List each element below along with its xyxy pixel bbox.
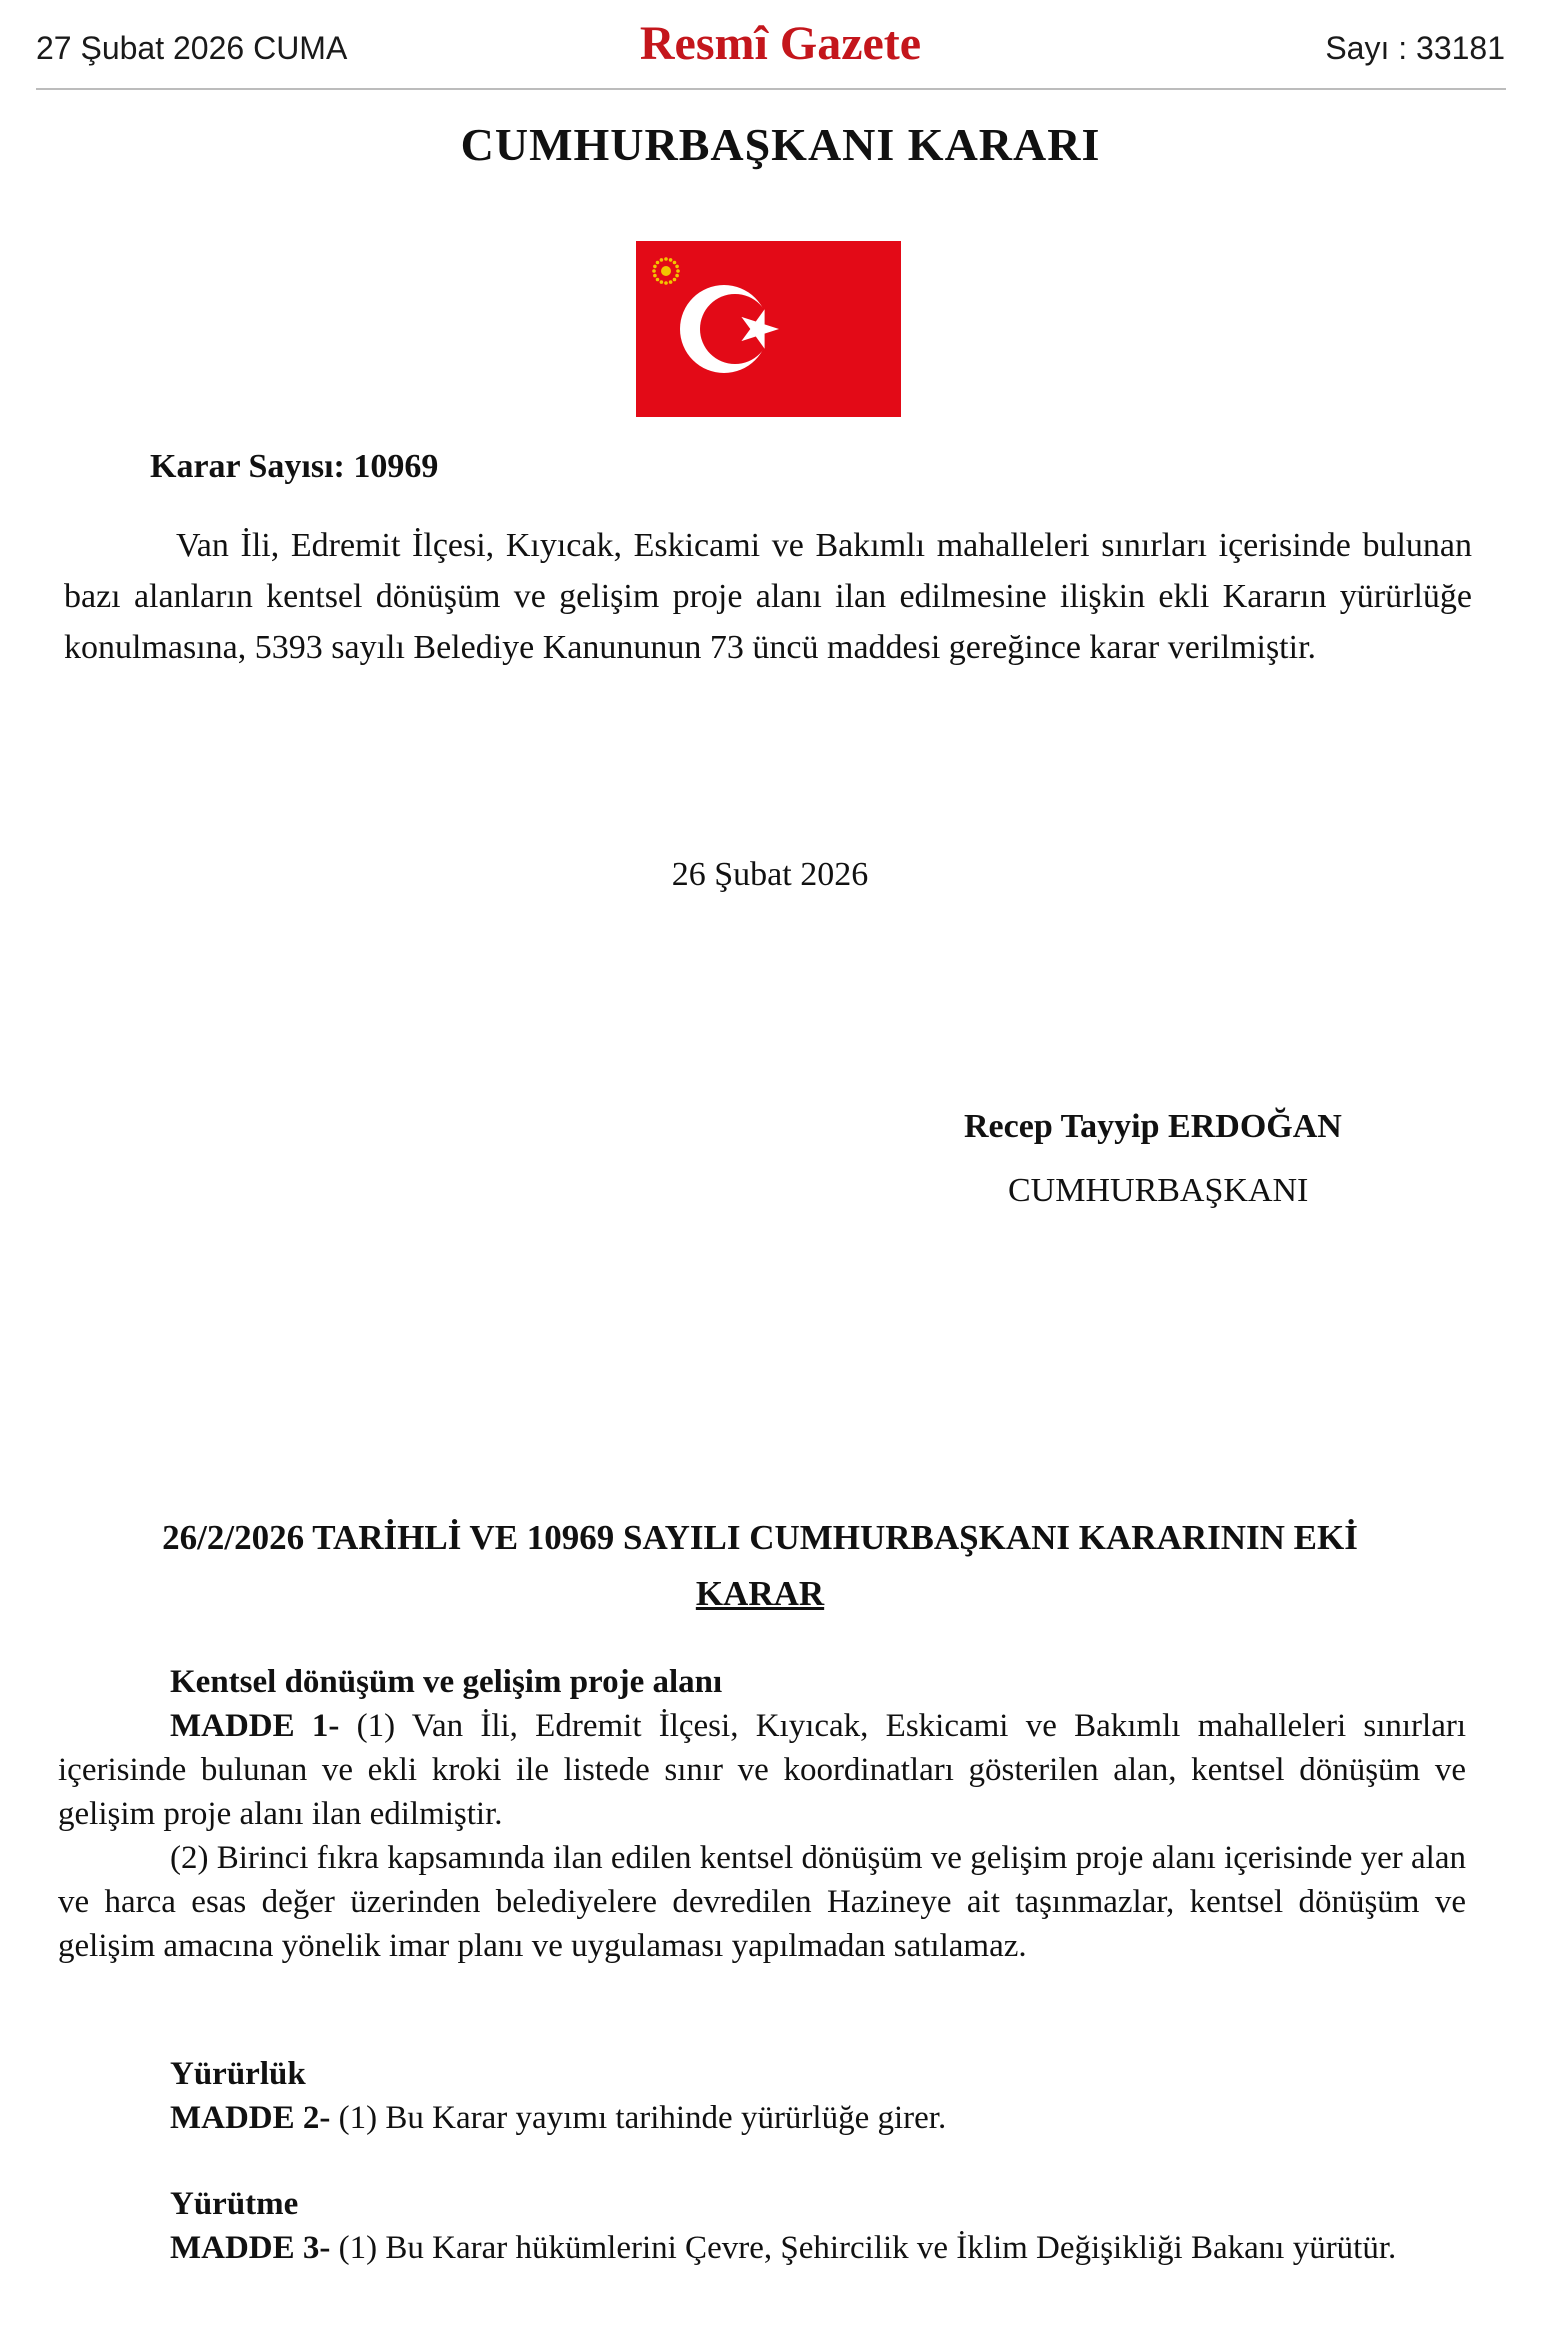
annex-heading-line2: KARAR bbox=[695, 1574, 825, 1613]
signer-title: CUMHURBAŞKANI bbox=[1008, 1172, 1309, 1209]
article-paragraph bbox=[58, 1704, 1466, 1836]
article-label: MADDE 2- bbox=[170, 2100, 331, 2136]
preamble-text: Van İli, Edremit İlçesi, Kıyıcak, Eskicami ve Bakımlı mahalleleri sınırları içerisinde bulunan bazı alanların kentsel dönüşüm ve gelişim proje alanı ilan edilmesine ilişkin ekli Kararın yürürlüğe konulmasına, 5393 sayılı Belediye Kanununun 73 üncü maddesi gereğince karar verilmiştir. bbox=[64, 527, 1472, 666]
gazette-issue-number: Sayı : 33181 bbox=[1325, 30, 1505, 66]
paragraph-text: (2) Birinci fıkra kapsamında ilan edilen kentsel dönüşüm ve gelişim proje alanı içerisinde yer alan ve harca esas değer üzerinden belediyelere devredilen Hazineye ait taşınmazlar, kentsel dönüşüm ve gelişim amacına yönelik imar planı ve uygulaması yapılmadan satılamaz. bbox=[58, 1840, 1466, 1964]
turkish-flag-icon bbox=[636, 241, 901, 417]
signer-name: Recep Tayyip ERDOĞAN bbox=[964, 1108, 1342, 1145]
article-3 bbox=[58, 2182, 1466, 2270]
article-paragraph bbox=[58, 2096, 1466, 2140]
header-divider bbox=[36, 88, 1506, 90]
annex-heading-line1: 26/2/2026 TARİHLİ VE 10969 SAYILI CUMHURBAŞKANI KARARININ EKİ bbox=[162, 1518, 1358, 1557]
article-1 bbox=[58, 1660, 1466, 1968]
document-heading: CUMHURBAŞKANI KARARI bbox=[460, 119, 1101, 170]
paragraph-text: (1) Bu Karar hükümlerini Çevre, Şehircilik ve İklim Değişikliği Bakanı yürütür. bbox=[338, 2230, 1397, 2266]
article-paragraph bbox=[58, 1836, 1466, 1968]
gazette-title: Resmî Gazete bbox=[639, 17, 922, 70]
article-title: Kentsel dönüşüm ve gelişim proje alanı bbox=[170, 1664, 723, 1700]
gazette-date: 27 Şubat 2026 CUMA bbox=[36, 30, 348, 66]
article-title: Yürürlük bbox=[170, 2056, 306, 2092]
signature-date: 26 Şubat 2026 bbox=[671, 856, 869, 893]
article-2 bbox=[58, 2052, 1466, 2140]
article-paragraph bbox=[58, 2226, 1466, 2270]
annex-heading bbox=[0, 1510, 1520, 1622]
decision-number: Karar Sayısı: 10969 bbox=[150, 448, 439, 485]
paragraph-text: (1) Van İli, Edremit İlçesi, Kıyıcak, Eskicami ve Bakımlı mahalleleri sınırları içerisinde bulunan ve ekli kroki ile listede sınır ve koordinatları gösterilen alan, kentsel dönüşüm ve gelişim proje alanı ilan edilmiştir. bbox=[58, 1708, 1466, 1832]
article-label: MADDE 1- bbox=[170, 1708, 340, 1744]
article-label: MADDE 3- bbox=[170, 2230, 331, 2266]
article-title: Yürütme bbox=[170, 2186, 299, 2222]
paragraph-text: (1) Bu Karar yayımı tarihinde yürürlüğe girer. bbox=[338, 2100, 947, 2136]
